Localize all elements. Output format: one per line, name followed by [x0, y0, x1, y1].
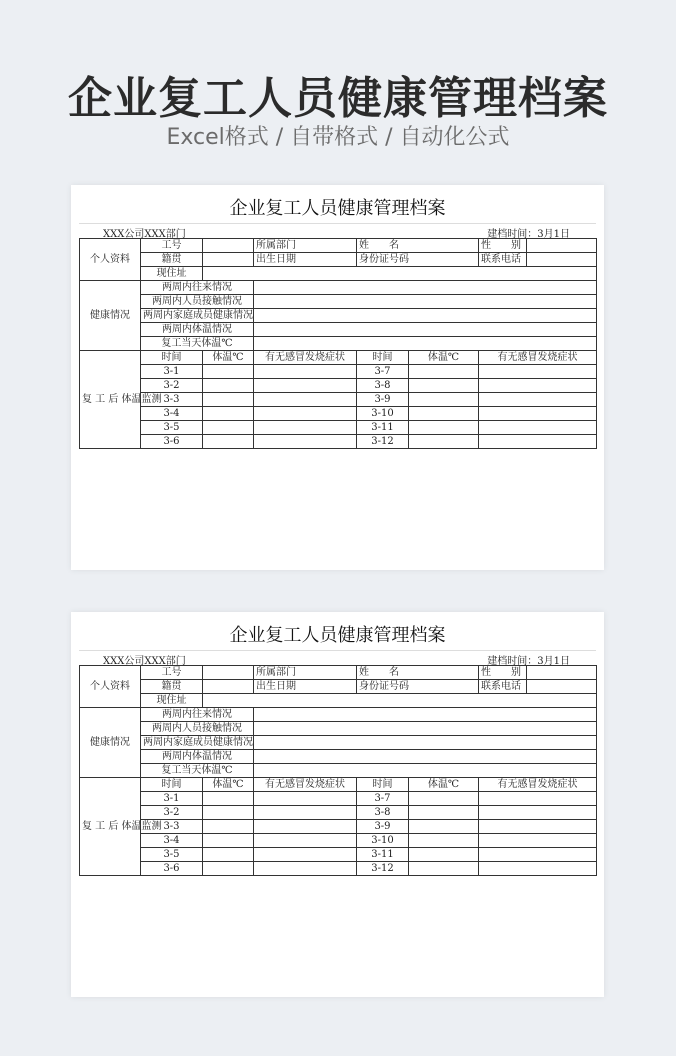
temp-cell[interactable] [203, 435, 254, 449]
symptom-cell[interactable] [254, 393, 357, 407]
symptom-cell[interactable] [479, 435, 597, 449]
value-id[interactable] [203, 239, 254, 253]
monitor-date: 3-2 [141, 379, 203, 393]
monitor-date: 3-8 [357, 806, 409, 820]
symptom-cell[interactable] [254, 848, 357, 862]
monitor-date: 3-12 [357, 862, 409, 876]
monitor-header: 有无感冒发烧症状 [254, 778, 357, 792]
temp-cell[interactable] [409, 365, 479, 379]
temp-cell[interactable] [203, 848, 254, 862]
temp-cell[interactable] [409, 834, 479, 848]
health-value[interactable] [254, 764, 597, 778]
form-title: 企业复工人员健康管理档案 [79, 622, 596, 651]
monitor-date: 3-2 [141, 806, 203, 820]
label-idcard: 身份证号码 [357, 680, 479, 694]
health-value[interactable] [254, 295, 597, 309]
health-item: 复工当天体温℃ [141, 337, 254, 351]
temp-cell[interactable] [203, 407, 254, 421]
monitor-date: 3-10 [357, 834, 409, 848]
company-dept: XXX公司XXX部门 [103, 656, 186, 667]
monitor-date: 3-11 [357, 421, 409, 435]
label-address: 现住址 [141, 694, 203, 708]
company-dept: XXX公司XXX部门 [103, 229, 186, 240]
health-item: 两周内体温情况 [141, 750, 254, 764]
monitor-date: 3-5 [141, 421, 203, 435]
monitor-date: 3-4 [141, 407, 203, 421]
health-value[interactable] [254, 281, 597, 295]
monitor-date: 3-7 [357, 365, 409, 379]
health-item: 两周内往来情况 [141, 708, 254, 722]
symptom-cell[interactable] [479, 407, 597, 421]
monitor-header: 有无感冒发烧症状 [254, 351, 357, 365]
temp-cell[interactable] [409, 407, 479, 421]
monitor-date: 3-9 [357, 820, 409, 834]
health-value[interactable] [254, 337, 597, 351]
label-address: 现住址 [141, 267, 203, 281]
monitor-date: 3-8 [357, 379, 409, 393]
monitor-date: 3-9 [357, 393, 409, 407]
label-id: 工号 [141, 666, 203, 680]
health-value[interactable] [254, 708, 597, 722]
monitor-date: 3-1 [141, 365, 203, 379]
monitor-header: 体温℃ [203, 778, 254, 792]
temp-cell[interactable] [409, 862, 479, 876]
symptom-cell[interactable] [479, 393, 597, 407]
value-phone[interactable] [527, 680, 597, 694]
symptom-cell[interactable] [254, 792, 357, 806]
health-value[interactable] [254, 323, 597, 337]
symptom-cell[interactable] [479, 820, 597, 834]
monitor-header: 体温℃ [409, 351, 479, 365]
health-form-table [79, 238, 597, 449]
monitor-date: 3-10 [357, 407, 409, 421]
temp-cell[interactable] [409, 393, 479, 407]
temp-cell[interactable] [409, 379, 479, 393]
temp-cell[interactable] [203, 792, 254, 806]
value-phone[interactable] [527, 253, 597, 267]
monitor-date: 3-3 [141, 393, 203, 407]
symptom-cell[interactable] [479, 806, 597, 820]
label-name: 姓 名 [357, 239, 479, 253]
temp-cell[interactable] [203, 421, 254, 435]
symptom-cell[interactable] [479, 862, 597, 876]
label-birth: 出生日期 [254, 680, 357, 694]
health-item: 两周内人员接触情况 [141, 722, 254, 736]
health-item: 两周内家庭成员健康情况 [141, 736, 254, 750]
value-gender[interactable] [527, 666, 597, 680]
symptom-cell[interactable] [479, 379, 597, 393]
monitor-header: 体温℃ [409, 778, 479, 792]
monitor-date: 3-3 [141, 820, 203, 834]
symptom-cell[interactable] [254, 379, 357, 393]
label-idcard: 身份证号码 [357, 253, 479, 267]
temp-cell[interactable] [203, 834, 254, 848]
monitor-header: 体温℃ [203, 351, 254, 365]
label-native: 籍贯 [141, 680, 203, 694]
monitor-header: 时间 [357, 351, 409, 365]
symptom-cell[interactable] [254, 834, 357, 848]
health-item: 两周内往来情况 [141, 281, 254, 295]
symptom-cell[interactable] [254, 435, 357, 449]
temp-cell[interactable] [203, 365, 254, 379]
health-item: 两周内体温情况 [141, 323, 254, 337]
temp-cell[interactable] [409, 848, 479, 862]
temp-cell[interactable] [203, 393, 254, 407]
created-date: 建档时间：3月1日 [487, 656, 570, 667]
monitor-header: 有无感冒发烧症状 [479, 351, 597, 365]
monitor-header: 时间 [357, 778, 409, 792]
temp-cell[interactable] [409, 806, 479, 820]
temp-cell[interactable] [409, 421, 479, 435]
health-section-label: 健康情况 [80, 281, 141, 351]
monitor-section-label: 复 工 后 体温监测 [80, 778, 141, 876]
symptom-cell[interactable] [479, 421, 597, 435]
label-gender: 性 别 [479, 666, 527, 680]
label-phone: 联系电话 [479, 680, 527, 694]
health-item: 两周内人员接触情况 [141, 295, 254, 309]
health-item: 复工当天体温℃ [141, 764, 254, 778]
symptom-cell[interactable] [479, 848, 597, 862]
symptom-cell[interactable] [479, 365, 597, 379]
temp-cell[interactable] [409, 435, 479, 449]
monitor-section-label: 复 工 后 体温监测 [80, 351, 141, 449]
value-gender[interactable] [527, 239, 597, 253]
monitor-date: 3-1 [141, 792, 203, 806]
symptom-cell[interactable] [479, 792, 597, 806]
monitor-date: 3-7 [357, 792, 409, 806]
value-address[interactable] [203, 267, 597, 281]
symptom-cell[interactable] [479, 834, 597, 848]
symptom-cell[interactable] [254, 421, 357, 435]
symptom-cell[interactable] [254, 820, 357, 834]
label-phone: 联系电话 [479, 253, 527, 267]
monitor-date: 3-6 [141, 435, 203, 449]
health-value[interactable] [254, 736, 597, 750]
health-section-label: 健康情况 [80, 708, 141, 778]
symptom-cell[interactable] [254, 862, 357, 876]
temp-cell[interactable] [203, 820, 254, 834]
health-value[interactable] [254, 722, 597, 736]
label-native: 籍贯 [141, 253, 203, 267]
symptom-cell[interactable] [254, 407, 357, 421]
monitor-date: 3-11 [357, 848, 409, 862]
label-id: 工号 [141, 239, 203, 253]
label-gender: 性 别 [479, 239, 527, 253]
monitor-header: 有无感冒发烧症状 [479, 778, 597, 792]
label-dept: 所属部门 [254, 239, 357, 253]
personal-section-label: 个人资料 [80, 239, 141, 281]
temp-cell[interactable] [409, 820, 479, 834]
health-item: 两周内家庭成员健康情况 [141, 309, 254, 323]
value-id[interactable] [203, 666, 254, 680]
banner-title: 企业复工人员健康管理档案 [68, 73, 608, 124]
health-form-table [79, 665, 597, 876]
temp-cell[interactable] [203, 806, 254, 820]
label-name: 姓 名 [357, 666, 479, 680]
value-native[interactable] [203, 680, 254, 694]
label-birth: 出生日期 [254, 253, 357, 267]
symptom-cell[interactable] [254, 806, 357, 820]
created-date: 建档时间：3月1日 [487, 229, 570, 240]
banner-subtitle: Excel格式 / 自带格式 / 自动化公式 [166, 125, 510, 150]
monitor-header: 时间 [141, 351, 203, 365]
form-preview-1 [71, 185, 604, 570]
personal-section-label: 个人资料 [80, 666, 141, 708]
monitor-header: 时间 [141, 778, 203, 792]
value-address[interactable] [203, 694, 597, 708]
monitor-date: 3-5 [141, 848, 203, 862]
symptom-cell[interactable] [254, 365, 357, 379]
monitor-date: 3-6 [141, 862, 203, 876]
monitor-date: 3-12 [357, 435, 409, 449]
temp-cell[interactable] [409, 792, 479, 806]
monitor-date: 3-4 [141, 834, 203, 848]
temp-cell[interactable] [203, 379, 254, 393]
temp-cell[interactable] [203, 862, 254, 876]
health-value[interactable] [254, 309, 597, 323]
health-value[interactable] [254, 750, 597, 764]
label-dept: 所属部门 [254, 666, 357, 680]
form-preview-2 [71, 612, 604, 997]
form-title: 企业复工人员健康管理档案 [79, 195, 596, 224]
value-native[interactable] [203, 253, 254, 267]
